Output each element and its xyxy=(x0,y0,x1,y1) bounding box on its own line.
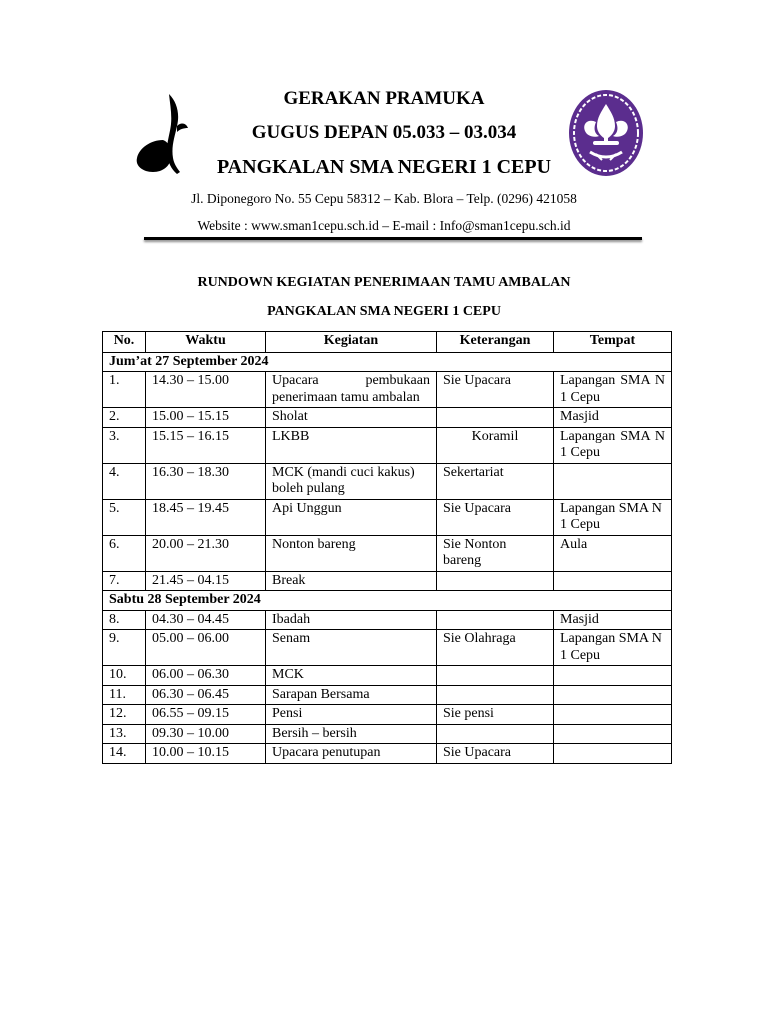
cell-no: 1. xyxy=(103,372,146,408)
cell-tempat: Lapangan SMA N 1 Cepu xyxy=(554,499,672,535)
cell-no: 9. xyxy=(103,630,146,666)
cell-keterangan xyxy=(437,408,554,428)
day-row xyxy=(103,352,672,372)
cell-no: 2. xyxy=(103,408,146,428)
website-email-line: Website : www.sman1cepu.sch.id – E-mail : Info@sman1cepu.sch.id xyxy=(197,218,571,233)
cell-tempat: Masjid xyxy=(554,610,672,630)
school-title: PANGKALAN SMA NEGERI 1 CEPU xyxy=(216,156,552,178)
cell-kegiatan: Upacara pembukaan penerimaan tamu ambalan xyxy=(266,372,437,408)
cell-kegiatan: LKBB xyxy=(266,427,437,463)
cell-waktu: 16.30 – 18.30 xyxy=(146,463,266,499)
cell-tempat xyxy=(554,463,672,499)
gugus-depan-title: GUGUS DEPAN 05.033 – 03.034 xyxy=(251,122,517,143)
table-row xyxy=(103,571,672,591)
cell-kegiatan: Api Unggun xyxy=(266,499,437,535)
cell-keterangan xyxy=(437,685,554,705)
cell-keterangan: Sie Upacara xyxy=(437,499,554,535)
table-row xyxy=(103,372,672,408)
header-keterangan: Keterangan xyxy=(437,332,554,353)
cell-no: 5. xyxy=(103,499,146,535)
table-row xyxy=(103,408,672,428)
cell-tempat xyxy=(554,685,672,705)
table-row xyxy=(103,724,672,744)
cell-waktu: 18.45 – 19.45 xyxy=(146,499,266,535)
cell-waktu: 04.30 – 04.45 xyxy=(146,610,266,630)
table-row xyxy=(103,463,672,499)
cell-keterangan xyxy=(437,724,554,744)
header-tempat: Tempat xyxy=(554,332,672,353)
cell-keterangan: Koramil xyxy=(437,427,554,463)
cell-keterangan: Sekertariat xyxy=(437,463,554,499)
cell-tempat xyxy=(554,571,672,591)
cell-tempat: Masjid xyxy=(554,408,672,428)
header-kegiatan: Kegiatan xyxy=(266,332,437,353)
cell-no: 10. xyxy=(103,666,146,686)
table-row xyxy=(103,535,672,571)
table-row xyxy=(103,666,672,686)
cell-tempat: Lapangan SMA N 1 Cepu xyxy=(554,630,672,666)
cell-kegiatan: Nonton bareng xyxy=(266,535,437,571)
cell-no: 6. xyxy=(103,535,146,571)
cell-tempat xyxy=(554,666,672,686)
cell-waktu: 06.55 – 09.15 xyxy=(146,705,266,725)
cell-keterangan: Sie Olahraga xyxy=(437,630,554,666)
cell-waktu: 09.30 – 10.00 xyxy=(146,724,266,744)
rundown-table xyxy=(102,331,672,764)
cell-waktu: 21.45 – 04.15 xyxy=(146,571,266,591)
day-label: Jum’at 27 September 2024 xyxy=(103,352,672,372)
cell-kegiatan: Sholat xyxy=(266,408,437,428)
cell-kegiatan: Senam xyxy=(266,630,437,666)
cell-no: 4. xyxy=(103,463,146,499)
cell-kegiatan: Sarapan Bersama xyxy=(266,685,437,705)
cell-tempat xyxy=(554,724,672,744)
day-row xyxy=(103,591,672,611)
header-waktu: Waktu xyxy=(146,332,266,353)
table-row xyxy=(103,610,672,630)
cell-no: 13. xyxy=(103,724,146,744)
table-row xyxy=(103,705,672,725)
cell-no: 14. xyxy=(103,744,146,764)
cell-keterangan: Sie Upacara xyxy=(437,744,554,764)
table-header-row xyxy=(103,332,672,353)
cell-waktu: 20.00 – 21.30 xyxy=(146,535,266,571)
cell-keterangan xyxy=(437,666,554,686)
cell-keterangan: Sie Nonton bareng xyxy=(437,535,554,571)
cell-no: 11. xyxy=(103,685,146,705)
header-divider xyxy=(144,237,642,240)
day-label: Sabtu 28 September 2024 xyxy=(103,591,672,611)
org-title: GERAKAN PRAMUKA xyxy=(283,88,485,109)
cell-kegiatan: MCK (mandi cuci kakus) boleh pulang xyxy=(266,463,437,499)
table-row xyxy=(103,744,672,764)
cell-kegiatan: Break xyxy=(266,571,437,591)
address-line: Jl. Diponegoro No. 55 Cepu 58312 – Kab. Blora – Telp. (0296) 421058 xyxy=(191,191,577,206)
cell-waktu: 06.00 – 06.30 xyxy=(146,666,266,686)
cell-keterangan xyxy=(437,571,554,591)
cell-waktu: 14.30 – 15.00 xyxy=(146,372,266,408)
cell-tempat: Lapangan SMA N 1 Cepu xyxy=(554,372,672,408)
cell-tempat xyxy=(554,744,672,764)
cell-keterangan xyxy=(437,610,554,630)
cell-kegiatan: Upacara penutupan xyxy=(266,744,437,764)
cell-kegiatan: Bersih – bersih xyxy=(266,724,437,744)
cell-waktu: 05.00 – 06.00 xyxy=(146,630,266,666)
table-row xyxy=(103,499,672,535)
table-row xyxy=(103,630,672,666)
cell-kegiatan: Ibadah xyxy=(266,610,437,630)
table-row xyxy=(103,685,672,705)
cell-waktu: 06.30 – 06.45 xyxy=(146,685,266,705)
cell-kegiatan: MCK xyxy=(266,666,437,686)
cell-waktu: 15.15 – 16.15 xyxy=(146,427,266,463)
cell-tempat xyxy=(554,705,672,725)
document-title: RUNDOWN KEGIATAN PENERIMAAN TAMU AMBALAN xyxy=(197,275,571,290)
cell-waktu: 10.00 – 10.15 xyxy=(146,744,266,764)
cell-tempat: Aula xyxy=(554,535,672,571)
cell-no: 7. xyxy=(103,571,146,591)
cell-waktu: 15.00 – 15.15 xyxy=(146,408,266,428)
cell-kegiatan: Pensi xyxy=(266,705,437,725)
cell-keterangan: Sie pensi xyxy=(437,705,554,725)
cell-tempat: Lapangan SMA N 1 Cepu xyxy=(554,427,672,463)
cell-no: 12. xyxy=(103,705,146,725)
cell-no: 3. xyxy=(103,427,146,463)
header-no: No. xyxy=(103,332,146,353)
document-subtitle: PANGKALAN SMA NEGERI 1 CEPU xyxy=(267,304,501,319)
cell-keterangan: Sie Upacara xyxy=(437,372,554,408)
cell-no: 8. xyxy=(103,610,146,630)
table-row xyxy=(103,427,672,463)
